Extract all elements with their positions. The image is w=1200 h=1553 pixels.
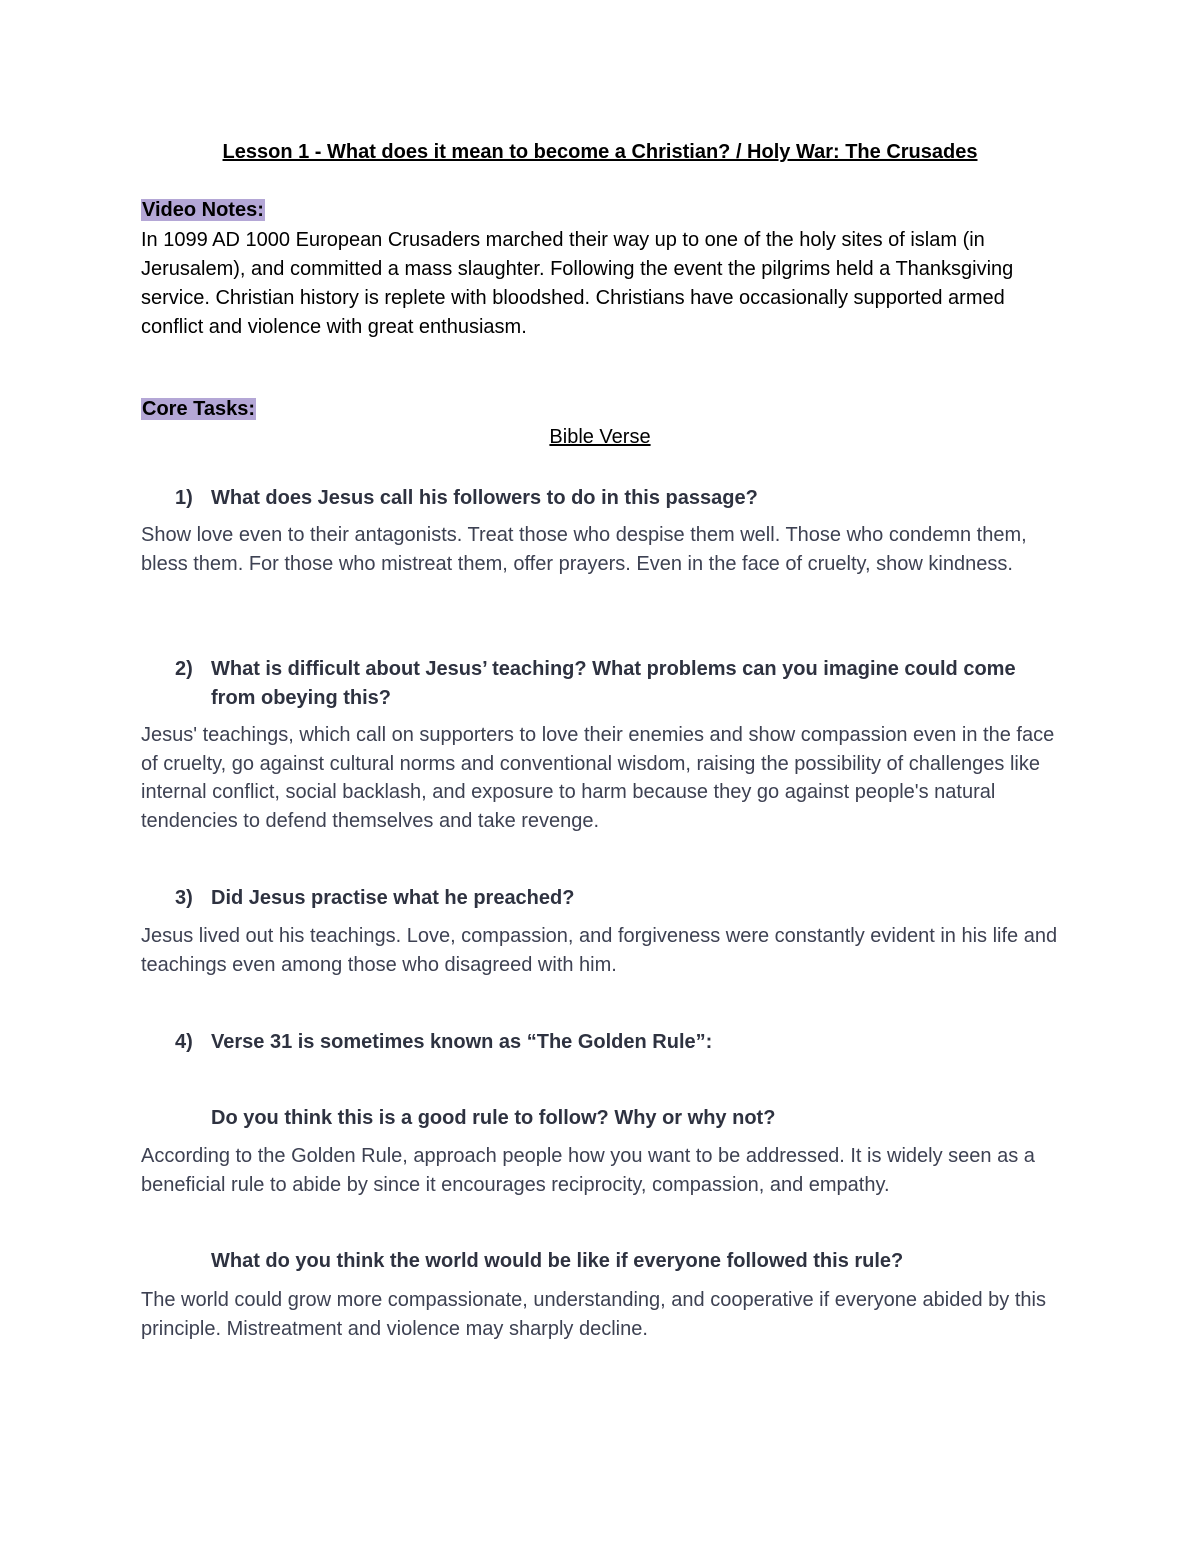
question-2 xyxy=(175,655,1055,712)
question-text: Did Jesus practise what he preached? xyxy=(211,887,575,909)
question-3 xyxy=(175,884,1055,913)
answer-1: Show love even to their antagonists. Treat those who despise them well. Those who condemn them, bless them. For those who mistreat them, offer prayers. Even in the face of cruelty, show kindness. xyxy=(141,524,1027,575)
answer-2: Jesus' teachings, which call on supporters to love their enemies and show compassion even in the face of cruelty, go against cultural norms and conventional wisdom, raising the possibility of challenges like internal conflict, social backlash, and exposure to harm because they go against people's natural tendencies to defend themselves and take revenge. xyxy=(141,724,1055,832)
page-title: Lesson 1 - What does it mean to become a Christian? / Holy War: The Crusades xyxy=(222,141,978,163)
bible-verse-subheading: Bible Verse xyxy=(549,426,651,448)
question-4 xyxy=(175,1028,1055,1057)
answer-4b: The world could grow more compassionate, understanding, and cooperative if everyone abided by this principle. Mistreatment and violence may sharply decline. xyxy=(141,1289,1046,1340)
video-notes-label: Video Notes: xyxy=(142,199,264,221)
core-tasks-label: Core Tasks: xyxy=(142,398,256,420)
question-number: 4) xyxy=(175,1031,193,1053)
question-text: Verse 31 is sometimes known as “The Golden Rule”: xyxy=(211,1031,713,1053)
question-number: 3) xyxy=(175,887,193,909)
answer-3: Jesus lived out his teachings. Love, compassion, and forgiveness were constantly evident in his life and teachings even among those who disagreed with him. xyxy=(141,925,1058,976)
sub-question-4a: Do you think this is a good rule to follow? Why or why not? xyxy=(211,1107,776,1129)
sub-question-4b: What do you think the world would be like if everyone followed this rule? xyxy=(211,1250,904,1272)
question-number: 1) xyxy=(175,487,193,509)
question-text: What does Jesus call his followers to do in this passage? xyxy=(211,487,758,509)
question-1 xyxy=(175,484,1055,513)
video-notes-heading xyxy=(141,199,265,222)
answer-4a: According to the Golden Rule, approach people how you want to be addressed. It is widely seen as a beneficial rule to abide by since it encourages reciprocity, compassion, and empathy. xyxy=(141,1145,1035,1196)
question-number: 2) xyxy=(175,658,193,680)
core-tasks-heading xyxy=(141,398,256,421)
video-notes-text: In 1099 AD 1000 European Crusaders marched their way up to one of the holy sites of islam (in Jerusalem), and committed a mass slaughter. Following the event the pilgrims held a Thanksgiving service. Christian history is replete with bloodshed. Christians have occasionally supported armed conflict and violence with great enthusiasm. xyxy=(141,229,1014,338)
question-text: What is difficult about Jesus’ teaching? What problems can you imagine could come from obeying this? xyxy=(211,658,1016,709)
